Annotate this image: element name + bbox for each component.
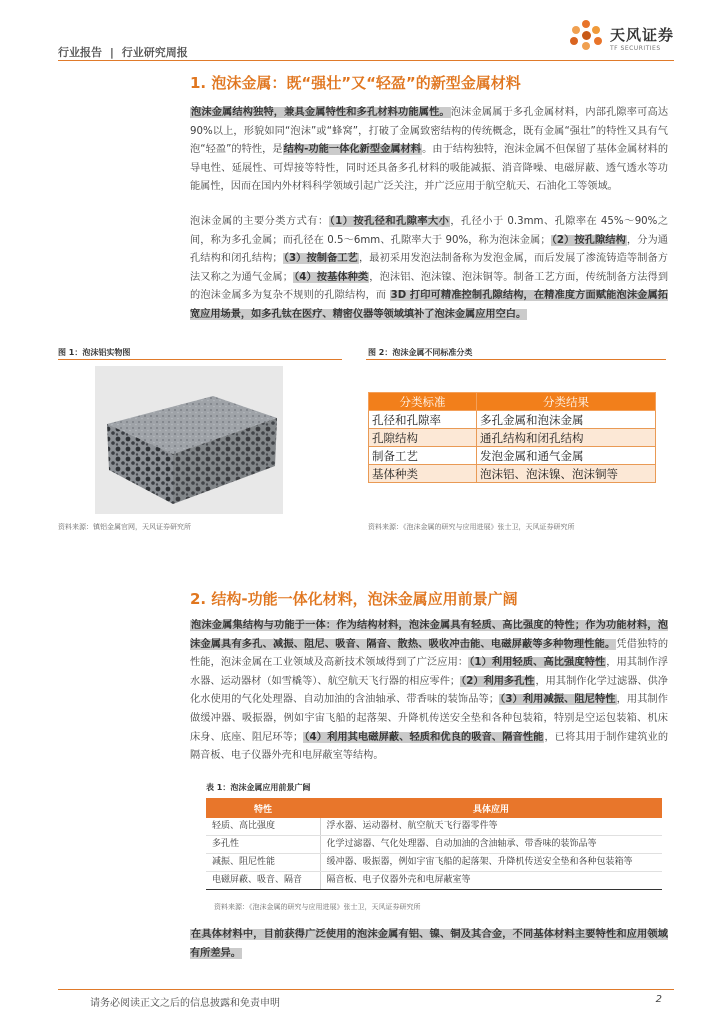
highlighted-text: （2）利用多孔性: [461, 675, 535, 687]
body-text: 泡沫金属的主要分类方式有：: [190, 216, 329, 227]
body-text: ，分为通孔结构和闭孔结构；: [190, 234, 668, 265]
header-cell-application: 具体应用: [320, 798, 662, 818]
body-text: ，孔径小于 0.3mm、孔隙率在 45%～90%之间，称为多孔金属；而孔径在 0.5～6mm、孔隙率大于 90%，称为泡沫金属；: [190, 216, 669, 246]
table-cell: 化学过滤器、气化处理器、自动加油的含油轴承、带香味的装饰品等: [320, 836, 662, 854]
figure1-rule: [58, 359, 342, 360]
breadcrumb-weekly: 行业研究周报: [121, 46, 188, 59]
section1-title: 1. 泡沫金属：既“强壮”又“轻盈”的新型金属材料: [190, 74, 521, 92]
body-text: ，最初采用发泡法制备称为发泡金属，而后发展了渗流铸造等制备方法又称之为通气金属；: [190, 253, 668, 283]
body-text: 泡沫金属属于多孔金属材料，内部孔隙率可高达 90%以上，形貌如同“泡沫”或“蜂窝”，打破了金属致密结构的传统概念，既有金属“强壮”的特性又具有气泡“轻盈”的特性，是: [190, 107, 669, 156]
figure2-source: 资料来源：《泡沫金属的研究与应用进展》张士卫，天风证券研究所: [368, 523, 575, 531]
table-cell: 隔音板、电子仪器外壳和电屏蔽室等: [320, 872, 662, 890]
section2-paragraph-1: [190, 617, 668, 766]
highlighted-text: （1）按孔径和孔隙率大小: [329, 216, 450, 227]
table-cell: 减振、阻尼性能: [206, 854, 320, 872]
footer-divider: [58, 989, 674, 990]
table-cell: 浮水器、运动器材、航空航天飞行器零件等: [320, 818, 662, 836]
table-cell: 多孔性: [206, 836, 320, 854]
body-text: 凭借独特的性能，泡沫金属在工业领域及高新技术领域得到了广泛应用：: [190, 638, 669, 669]
highlighted-text: （3）利用减振、阻尼特性: [500, 694, 616, 706]
header-divider: [58, 60, 674, 61]
body-text: 。由于结构独特，泡沫金属不但保留了基体金属材料的导电性、延展性、可焊接等特性，同时还具备多孔材料的吸能减振、消音降噪、电磁屏蔽、透气透水等功能属性，因而在国内外材料科学领域引起广泛关注，并广泛应用于航空航天、石油化工等领域。: [190, 144, 669, 193]
header-cell-result: 分类结果: [477, 393, 656, 411]
table-row: [206, 836, 662, 854]
highlighted-text: （4）按基体种类: [293, 271, 369, 283]
table-cell: 基体种类: [369, 465, 477, 483]
highlighted-text: （4）利用其电磁屏蔽、轻质和优良的吸音、隔音性能: [304, 731, 544, 743]
breadcrumb: [58, 44, 192, 60]
highlighted-text: 3D 打印可精准控制孔隙结构，在精准度方面赋能泡沫金属拓宽应用场景，如多孔钛在医疗、精密仪器等领域填补了泡沫金属应用空白。: [190, 290, 668, 320]
table-cell: 泡沫铝、泡沫镍、泡沫铜等: [477, 465, 656, 483]
table-cell: 孔隙结构: [369, 429, 477, 447]
table-cell: 缓冲器、吸振器，例如宇宙飞船的起落架、升降机传送安全垫和各种包装箱等: [320, 854, 662, 872]
application-table-header: [206, 798, 662, 818]
table-row: [206, 854, 662, 872]
classification-table-header: [369, 393, 656, 411]
body-text: ，用其制作浮水器、运动器材（如雪橇等）、航空航天飞行器的相应零件；: [190, 657, 668, 687]
table-cell: 发泡金属和通气金属: [477, 447, 656, 465]
classification-table: [368, 392, 656, 483]
table-row: [369, 429, 656, 447]
table-row: [206, 872, 662, 890]
table-row: [369, 447, 656, 465]
aluminum-foam-photo: [95, 366, 283, 514]
tf-securities-logo: [566, 18, 674, 58]
figure1-title: 图 1：泡沫铝实物图: [58, 348, 131, 357]
header-cell-property: 特性: [206, 798, 320, 818]
section2-title: 2. 结构-功能一体化材料，泡沫金属应用前景广阔: [190, 590, 518, 608]
figure2-rule: [366, 359, 666, 360]
page-header: [58, 0, 674, 62]
highlighted-text: 泡沫金属集结构与功能于一体：作为结构材料，泡沫金属具有轻质、高比强度的特性；作为功能材料，泡沫金属具有多孔、减振、阻尼、吸音、隔音、散热、吸收冲击能、电磁屏蔽等多种物理性能。: [190, 620, 668, 650]
table-cell: 轻质、高比强度: [206, 818, 320, 836]
table-cell: 制备工艺: [369, 447, 477, 465]
figure1-source: 资料来源：镇铝金属官网，天风证券研究所: [58, 523, 191, 531]
section2-paragraph-2: [190, 926, 668, 963]
body-text: ，用其制作化学过滤器、供净化水使用的气化处理器、自动加油的含油轴承、带香味的装饰品等；: [190, 675, 668, 706]
table-cell: 通孔结构和闭孔结构: [477, 429, 656, 447]
table-cell: 多孔金属和泡沫金属: [477, 411, 656, 429]
section1-paragraph-1: [190, 104, 668, 197]
section1-paragraph-2: [190, 213, 668, 325]
figure2-title: 图 2：泡沫金属不同标准分类: [368, 348, 473, 357]
logo-text-cn: 天风证券: [609, 26, 674, 44]
highlighted-text: （3）按制备工艺: [283, 253, 358, 265]
highlighted-text: 在具体材料中，目前获得广泛使用的泡沫金属有铝、镍、铜及其合金，不同基体材料主要特性和应用领域有所差异。: [190, 929, 668, 959]
breadcrumb-separator: |: [109, 46, 114, 59]
logo-text-en: TF SECURITIES: [609, 45, 661, 52]
table1-title: 表 1：泡沫金属应用前景广阔: [206, 783, 311, 792]
highlighted-text: 泡沫金属结构独特，兼具金属特性和多孔材料功能属性。: [191, 107, 450, 118]
application-table: [206, 798, 662, 890]
table1-source: 资料来源：《泡沫金属的研究与应用进展》张士卫，天风证券研究所: [214, 903, 421, 911]
page-number: 2: [655, 994, 662, 1005]
table-row: [369, 411, 656, 429]
highlighted-text: （2）按孔隙结构: [551, 234, 626, 246]
body-text: ，泡沫铝、泡沫镍、泡沫铜等。制备工艺方面，传统制备方法得到的泡沫金属多为复杂不规则的孔隙结构，而: [190, 271, 669, 302]
breadcrumb-report: 行业报告: [58, 46, 102, 59]
table-row: [369, 465, 656, 483]
disclaimer-text: 请务必阅读正文之后的信息披露和免责申明: [90, 998, 280, 1009]
highlighted-text: 结构-功能一体化新型金属材料: [283, 144, 422, 156]
table-cell: 孔径和孔隙率: [369, 411, 477, 429]
table-cell: 电磁屏蔽、吸音、隔音: [206, 872, 320, 890]
table-row: [206, 818, 662, 836]
highlighted-text: （1）利用轻质、高比强度特性: [469, 657, 606, 669]
body-text: ，用其制作做缓冲器、吸振器，例如宇宙飞船的起落架、升降机传送安全垫和各种包装箱，特别是空运包装箱、机床床身、底座、阻尼环等；: [190, 694, 668, 743]
body-text: ，已将其用于制作建筑业的隔音板、电子仪器外壳和电屏蔽室等结构。: [190, 731, 669, 762]
header-cell-standard: 分类标准: [369, 393, 477, 411]
logo-flower-icon: [566, 20, 606, 56]
